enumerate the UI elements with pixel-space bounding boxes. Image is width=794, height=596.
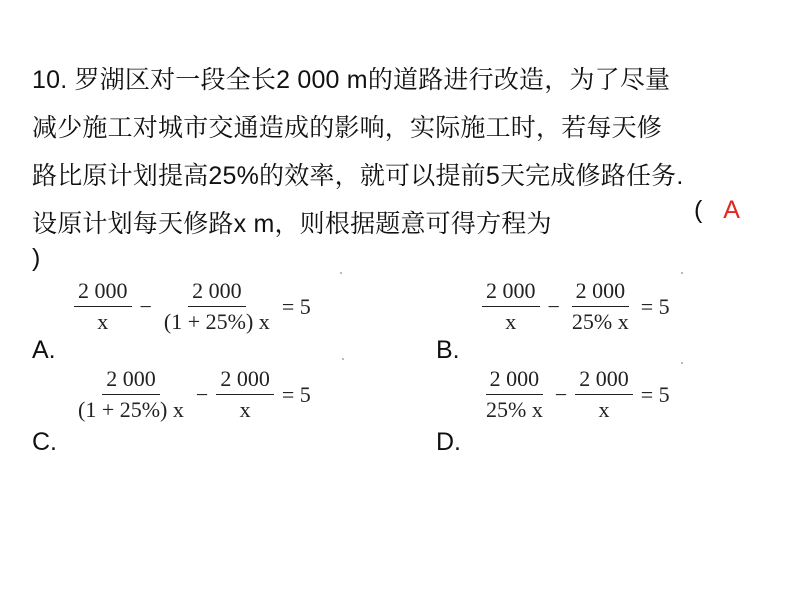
option-b-left-denominator: x — [505, 309, 517, 334]
option-d-formula — [478, 366, 674, 423]
answer-close-paren: ) — [32, 244, 41, 272]
option-a-left-fraction — [74, 278, 132, 335]
scan-mark — [342, 358, 344, 360]
option-d-equals: = 5 — [640, 381, 670, 407]
option-a-right-numerator: 2 000 — [188, 278, 246, 307]
option-a-left-numerator: 2 000 — [74, 278, 132, 307]
option-c-right-denominator: x — [239, 397, 251, 422]
option-b-right-fraction — [568, 278, 633, 335]
option-d-minus: − — [554, 381, 568, 407]
option-d-left-numerator: 2 000 — [486, 366, 544, 395]
option-c-left-denominator: (1 + 25%) x — [78, 397, 184, 422]
option-a-minus: − — [139, 293, 152, 319]
scan-mark — [681, 362, 683, 364]
option-d-left-denominator: 25% x — [486, 397, 543, 422]
question-line-3: 路比原计划提高25%的效率，就可以提前5天完成修路任务. — [32, 162, 684, 190]
option-a-right-fraction — [160, 278, 274, 335]
option-c-label[interactable]: C. — [32, 428, 57, 456]
scan-mark — [340, 272, 342, 274]
option-b-equals: = 5 — [640, 293, 670, 319]
option-b-right-numerator: 2 000 — [572, 278, 630, 307]
option-b-left-fraction — [482, 278, 540, 335]
option-d-right-fraction — [575, 366, 633, 423]
answer-slot — [694, 196, 740, 225]
option-c-equals: = 5 — [281, 381, 311, 407]
option-c-formula — [70, 366, 315, 423]
question-line-1: 10. 罗湖区对一段全长2 000 m的道路进行改造，为了尽量 — [32, 66, 671, 94]
option-b-formula — [478, 278, 674, 335]
question-line-4: 设原计划每天修路x m，则根据题意可得方程为 — [32, 210, 552, 238]
option-c-left-fraction — [74, 366, 188, 423]
option-a-formula — [70, 278, 315, 335]
option-b-right-denominator: 25% x — [571, 309, 629, 334]
option-c-right-fraction — [216, 366, 274, 423]
option-a-label[interactable]: A. — [32, 336, 56, 364]
option-a-left-denominator: x — [97, 309, 109, 334]
question-stem — [32, 56, 772, 248]
question-line-2: 减少施工对城市交通造成的影响，实际施工时，若每天修 — [32, 114, 663, 142]
answer-letter: A — [723, 196, 740, 224]
option-b-minus: − — [547, 293, 560, 319]
option-d-right-denominator: x — [598, 397, 610, 422]
option-d-label[interactable]: D. — [436, 428, 461, 456]
option-a-equals: = 5 — [281, 293, 311, 319]
option-b-left-numerator: 2 000 — [482, 278, 540, 307]
option-c-left-numerator: 2 000 — [102, 366, 160, 395]
answer-open-paren: ( — [694, 196, 703, 224]
option-d-right-numerator: 2 000 — [575, 366, 633, 395]
scan-mark — [681, 272, 683, 274]
option-c-right-numerator: 2 000 — [216, 366, 274, 395]
option-a-right-denominator: (1 + 25%) x — [163, 309, 270, 334]
option-c-minus: − — [195, 381, 209, 407]
option-b-label[interactable]: B. — [436, 336, 460, 364]
option-d-left-fraction — [482, 366, 547, 423]
